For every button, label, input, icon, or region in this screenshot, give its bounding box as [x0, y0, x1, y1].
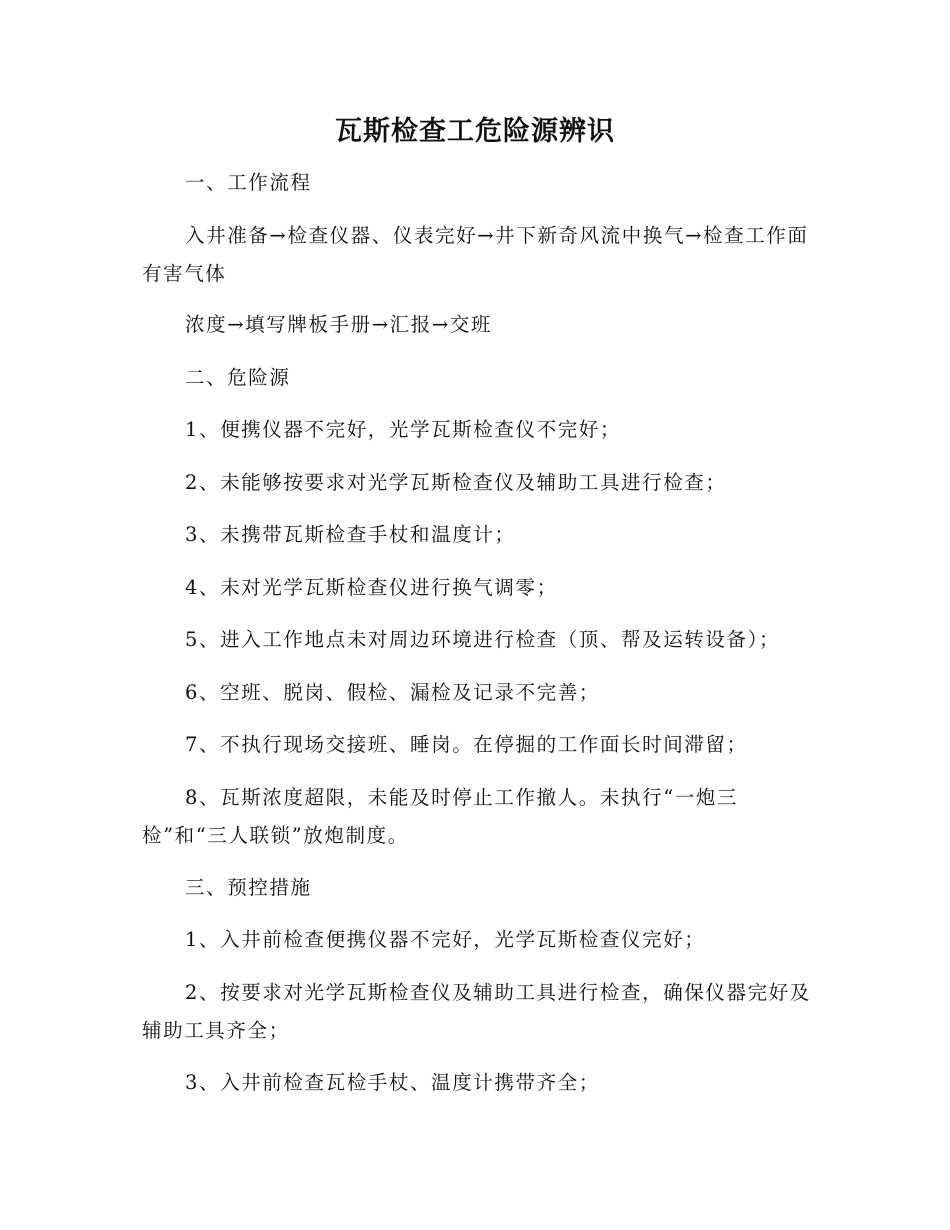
control-item-3: 3、入井前检查瓦检手杖、温度计携带齐全； — [185, 1071, 600, 1094]
workflow-paragraph: 入井准备→检查仪器、仪表完好→井下新奇风流中换气→检查工作面有害气体 — [142, 224, 809, 285]
hazard-item-1: 1、便携仪器不完好，光学瓦斯检查仪不完好； — [185, 418, 622, 441]
hazard-item-8: 8、瓦斯浓度超限，未能及时停止工作撤人。未执行“一炮三检”和“三人联锁”放炮制度。 — [142, 786, 739, 847]
section-heading-controls: 三、预控措施 — [185, 876, 312, 899]
hazard-item-6: 6、空班、脱岗、假检、漏检及记录不完善； — [185, 681, 600, 704]
control-item-2: 2、按要求对光学瓦斯检查仪及辅助工具进行检查，确保仪器完好及辅助工具齐全； — [142, 981, 811, 1042]
section-heading-hazards: 二、危险源 — [185, 366, 291, 389]
hazard-item-5: 5、进入工作地点未对周边环境进行检查（顶、帮及运转设备）； — [185, 628, 781, 651]
hazard-item-7: 7、不执行现场交接班、睡岗。在停掘的工作面长时间滞留； — [185, 733, 748, 756]
control-item-1: 1、入井前检查便携仪器不完好，光学瓦斯检查仪完好； — [185, 928, 706, 951]
hazard-item-3: 3、未携带瓦斯检查手杖和温度计； — [185, 523, 516, 546]
hazard-item-2: 2、未能够按要求对光学瓦斯检查仪及辅助工具进行检查； — [185, 471, 727, 494]
workflow-paragraph-continued: 浓度→填写牌板手册→汇报→交班 — [185, 313, 493, 336]
hazard-item-4: 4、未对光学瓦斯检查仪进行换气调零； — [185, 576, 558, 599]
section-heading-workflow: 一、工作流程 — [185, 171, 312, 194]
document-title: 瓦斯检查工危险源辨识 — [335, 116, 615, 147]
